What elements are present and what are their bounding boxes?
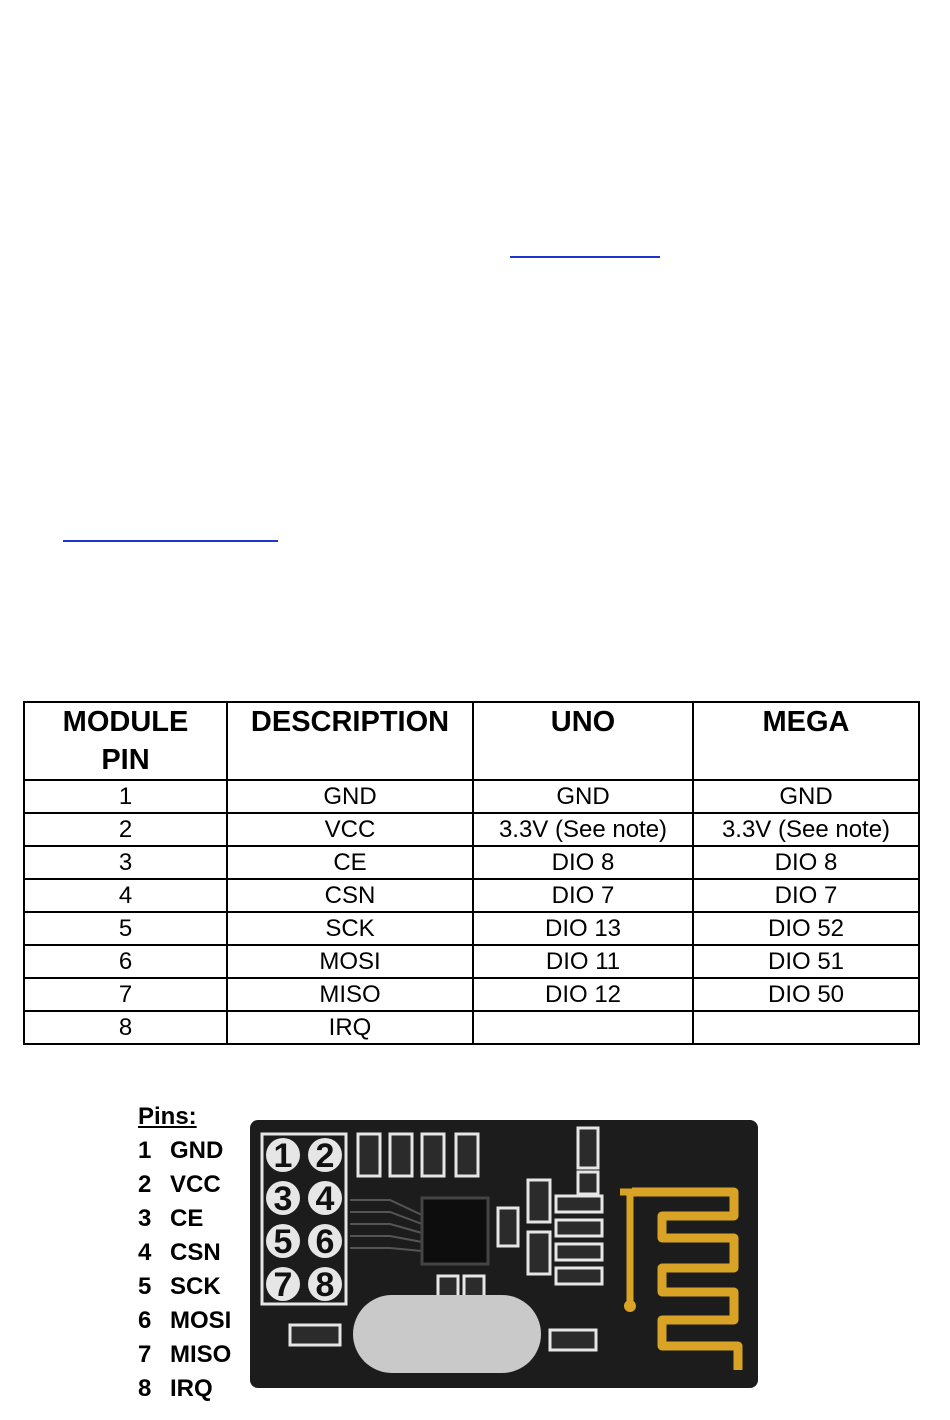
legend-pin-name: MISO xyxy=(170,1341,232,1368)
smd-part xyxy=(290,1325,340,1345)
cell-pin: 6 xyxy=(24,945,227,978)
legend-pin-number: 2 xyxy=(138,1171,152,1198)
legend-pin-name: CE xyxy=(170,1205,204,1232)
cell-pin: 3 xyxy=(24,846,227,879)
smd-part xyxy=(498,1208,518,1246)
legend-pin-name: MOSI xyxy=(170,1307,232,1334)
cell-description: IRQ xyxy=(227,1011,473,1044)
table-row xyxy=(24,846,919,879)
legend-pin-name: SCK xyxy=(170,1273,221,1300)
header-module-pin: MODULE PIN xyxy=(24,702,227,780)
cell-description: VCC xyxy=(227,813,473,846)
cell-description: CE xyxy=(227,846,473,879)
smd-part xyxy=(556,1268,602,1284)
cell-description: GND xyxy=(227,780,473,813)
legend-item xyxy=(138,1236,231,1270)
smd-part xyxy=(390,1134,412,1176)
cell-pin: 4 xyxy=(24,879,227,912)
smd-part xyxy=(556,1196,602,1212)
smd-part xyxy=(528,1232,550,1274)
cell-pin: 7 xyxy=(24,978,227,1011)
cell-pin: 8 xyxy=(24,1011,227,1044)
legend-item xyxy=(138,1304,231,1338)
table-row xyxy=(24,1011,919,1044)
smd-part xyxy=(550,1330,596,1350)
table-row xyxy=(24,813,919,846)
cell-uno: DIO 8 xyxy=(473,846,693,879)
legend-pin-number: 3 xyxy=(138,1205,152,1232)
smd-part xyxy=(556,1220,602,1236)
legend-pin-name: IRQ xyxy=(170,1375,213,1402)
header-mega: MEGA xyxy=(693,702,919,780)
smd-part xyxy=(578,1128,598,1168)
cell-pin: 2 xyxy=(24,813,227,846)
smd-part xyxy=(358,1134,380,1176)
pins-legend xyxy=(138,1100,231,1406)
cell-pin: 1 xyxy=(24,780,227,813)
table-header-row xyxy=(24,702,919,780)
cell-uno: DIO 7 xyxy=(473,879,693,912)
legend-pin-number: 8 xyxy=(138,1375,152,1402)
cell-uno: DIO 12 xyxy=(473,978,693,1011)
legend-title: Pins: xyxy=(138,1103,197,1130)
cell-mega: DIO 51 xyxy=(693,945,919,978)
pin-mapping-table xyxy=(23,701,920,1045)
cell-uno xyxy=(473,1011,693,1044)
header-pin-label: 3 xyxy=(273,1180,293,1218)
cell-description: CSN xyxy=(227,879,473,912)
legend-item xyxy=(138,1338,231,1372)
cell-mega: DIO 52 xyxy=(693,912,919,945)
rf-chip xyxy=(422,1198,488,1264)
header-uno: UNO xyxy=(473,702,693,780)
legend-pin-number: 7 xyxy=(138,1341,152,1368)
legend-item xyxy=(138,1202,231,1236)
header-pin-label: 1 xyxy=(273,1137,293,1175)
nrf24l01-module-image xyxy=(250,1120,760,1390)
header-description: DESCRIPTION xyxy=(227,702,473,780)
cell-mega: 3.3V (See note) xyxy=(693,813,919,846)
header-pin-label: 5 xyxy=(273,1223,293,1261)
header-pin-label: 6 xyxy=(315,1223,335,1261)
table-row xyxy=(24,879,919,912)
legend-item xyxy=(138,1134,231,1168)
smd-part xyxy=(464,1276,484,1298)
header-pin-label: 4 xyxy=(315,1180,335,1218)
smd-part xyxy=(528,1180,550,1222)
cell-uno: GND xyxy=(473,780,693,813)
smd-part xyxy=(578,1172,598,1194)
legend-item xyxy=(138,1168,231,1202)
cell-mega: DIO 7 xyxy=(693,879,919,912)
table-row xyxy=(24,912,919,945)
header-pin-label: 8 xyxy=(315,1266,335,1304)
legend-pin-name: VCC xyxy=(170,1171,221,1198)
table-row xyxy=(24,978,919,1011)
cell-pin: 5 xyxy=(24,912,227,945)
header-pin-label: 2 xyxy=(315,1137,335,1175)
legend-pin-number: 6 xyxy=(138,1307,152,1334)
hyperlink-underline[interactable] xyxy=(63,540,278,542)
smd-part xyxy=(422,1134,444,1176)
cell-mega: DIO 50 xyxy=(693,978,919,1011)
cell-description: SCK xyxy=(227,912,473,945)
cell-uno: 3.3V (See note) xyxy=(473,813,693,846)
legend-item xyxy=(138,1372,231,1406)
smd-part xyxy=(556,1244,602,1260)
legend-item xyxy=(138,1270,231,1304)
crystal-oscillator xyxy=(353,1295,541,1373)
cell-description: MISO xyxy=(227,978,473,1011)
antenna-via xyxy=(624,1300,636,1312)
legend-pin-number: 5 xyxy=(138,1273,152,1300)
table-row xyxy=(24,945,919,978)
cell-mega: DIO 8 xyxy=(693,846,919,879)
smd-part xyxy=(438,1276,458,1298)
cell-mega xyxy=(693,1011,919,1044)
cell-uno: DIO 13 xyxy=(473,912,693,945)
smd-part xyxy=(456,1134,478,1176)
legend-pin-name: GND xyxy=(170,1137,224,1164)
cell-uno: DIO 11 xyxy=(473,945,693,978)
hyperlink-underline[interactable] xyxy=(510,256,660,258)
cell-mega: GND xyxy=(693,780,919,813)
cell-description: MOSI xyxy=(227,945,473,978)
header-pin-label: 7 xyxy=(273,1266,293,1304)
legend-pin-name: CSN xyxy=(170,1239,221,1266)
table-row xyxy=(24,780,919,813)
legend-pin-number: 1 xyxy=(138,1137,152,1164)
legend-pin-number: 4 xyxy=(138,1239,152,1266)
